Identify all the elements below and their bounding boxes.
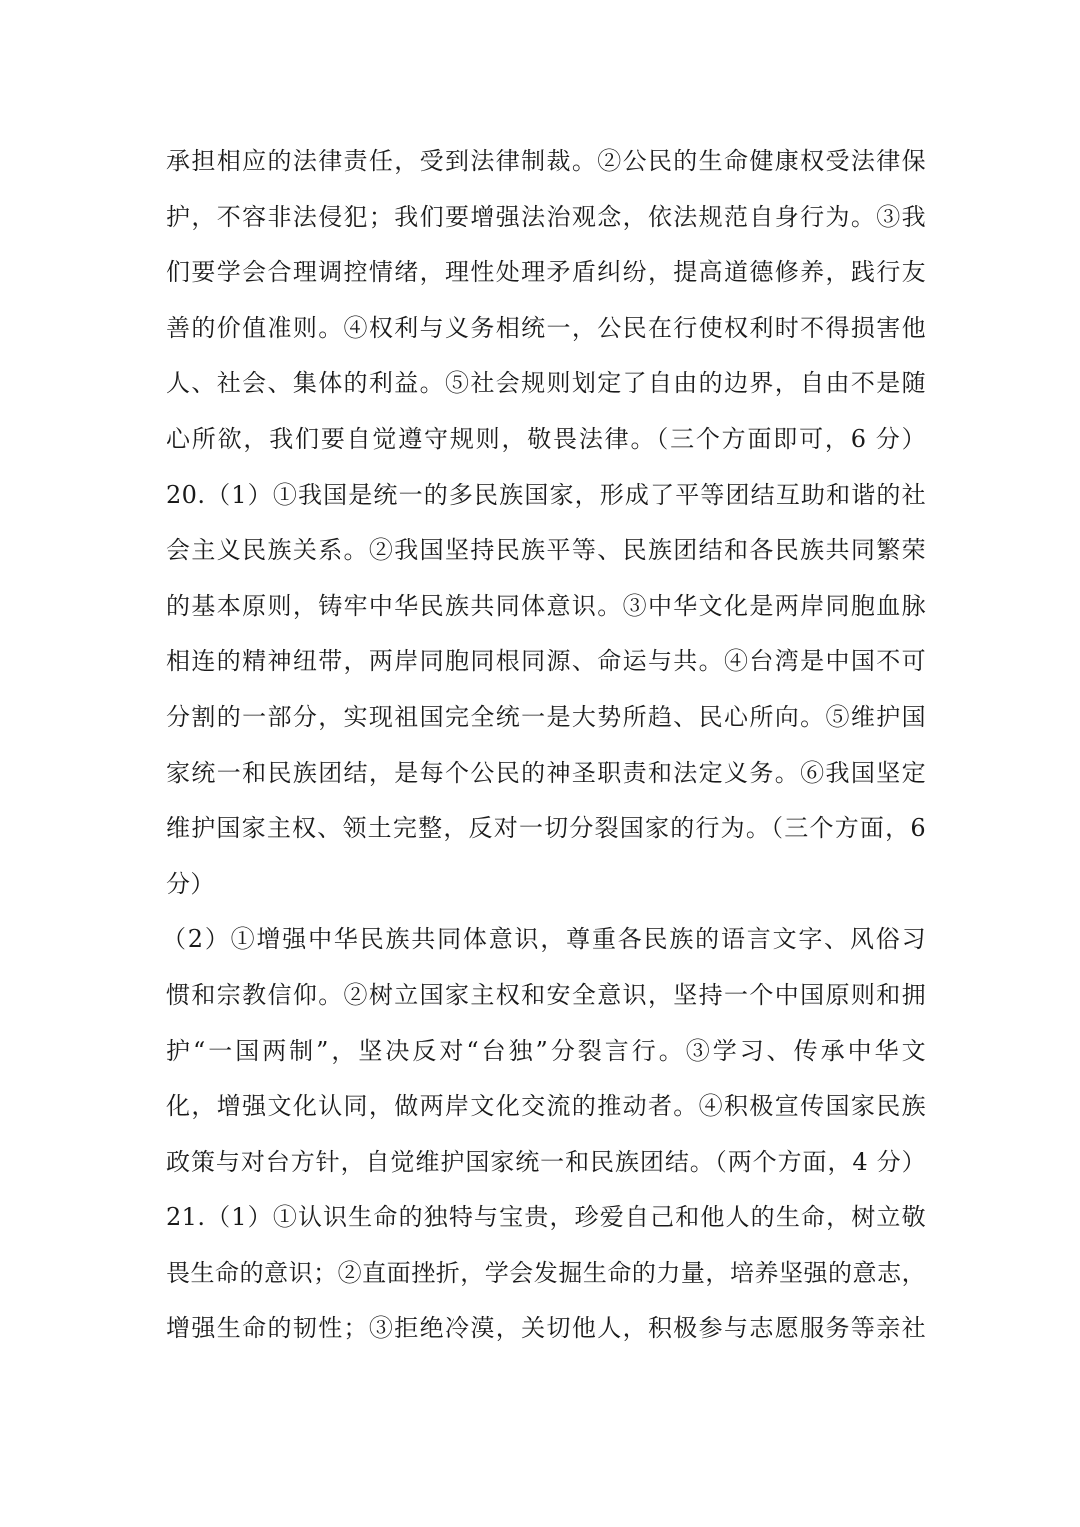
text-line: 政策与对台方针，自觉维护国家统一和民族团结。（两个方面，4 分） bbox=[166, 1147, 926, 1176]
text-line: 相连的精神纽带，两岸同胞同根同源、命运与共。④台湾是中国不可 bbox=[166, 647, 926, 676]
text-line: 畏生命的意识；②直面挫折，学会发掘生命的力量，培养坚强的意志， bbox=[166, 1258, 926, 1287]
text-line: 人、社会、集体的利益。⑤社会规则划定了自由的边界，自由不是随 bbox=[166, 369, 926, 398]
answer-text-block bbox=[162, 134, 926, 1357]
text-line: 会主义民族关系。②我国坚持民族平等、民族团结和各民族共同繁荣 bbox=[166, 536, 926, 565]
text-line: 护“一国两制”，坚决反对“台独”分裂言行。③学习、传承中华文 bbox=[166, 1036, 926, 1065]
text-line: 的基本原则，铸牢中华民族共同体意识。③中华文化是两岸同胞血脉 bbox=[166, 591, 926, 620]
text-line: 增强生命的韧性；③拒绝冷漠，关切他人，积极参与志愿服务等亲社 bbox=[166, 1314, 926, 1343]
text-line: 善的价值准则。④权利与义务相统一，公民在行使权利时不得损害他 bbox=[166, 313, 926, 342]
text-line: 化，增强文化认同，做两岸文化交流的推动者。④积极宣传国家民族 bbox=[166, 1092, 926, 1121]
text-line: 惯和宗教信仰。②树立国家主权和安全意识，坚持一个中国原则和拥 bbox=[166, 980, 926, 1009]
question-20-heading-line: 20.（1）①我国是统一的多民族国家，形成了平等团结互助和谐的社 bbox=[166, 480, 926, 509]
text-line: 护，不容非法侵犯；我们要增强法治观念，依法规范自身行为。③我 bbox=[166, 202, 926, 231]
question-20-part-2-line: （2）①增强中华民族共同体意识，尊重各民族的语言文字、风俗习 bbox=[162, 925, 926, 954]
question-21-heading-line: 21.（1）①认识生命的独特与宝贵，珍爱自己和他人的生命，树立敬 bbox=[166, 1203, 926, 1232]
text-line: 承担相应的法律责任，受到法律制裁。②公民的生命健康权受法律保 bbox=[166, 147, 926, 175]
text-line: 心所欲，我们要自觉遵守规则，敬畏法律。（三个方面即可，6 分） bbox=[166, 424, 926, 453]
text-line: 分割的一部分，实现祖国完全统一是大势所趋、民心所向。⑤维护国 bbox=[166, 702, 926, 731]
text-line: 们要学会合理调控情绪，理性处理矛盾纠纷，提高道德修养，践行友 bbox=[166, 258, 926, 287]
text-line: 分） bbox=[166, 869, 215, 898]
text-line: 家统一和民族团结，是每个公民的神圣职责和法定义务。⑥我国坚定 bbox=[166, 758, 926, 787]
text-line: 维护国家主权、领土完整，反对一切分裂国家的行为。（三个方面，6 bbox=[166, 814, 926, 843]
